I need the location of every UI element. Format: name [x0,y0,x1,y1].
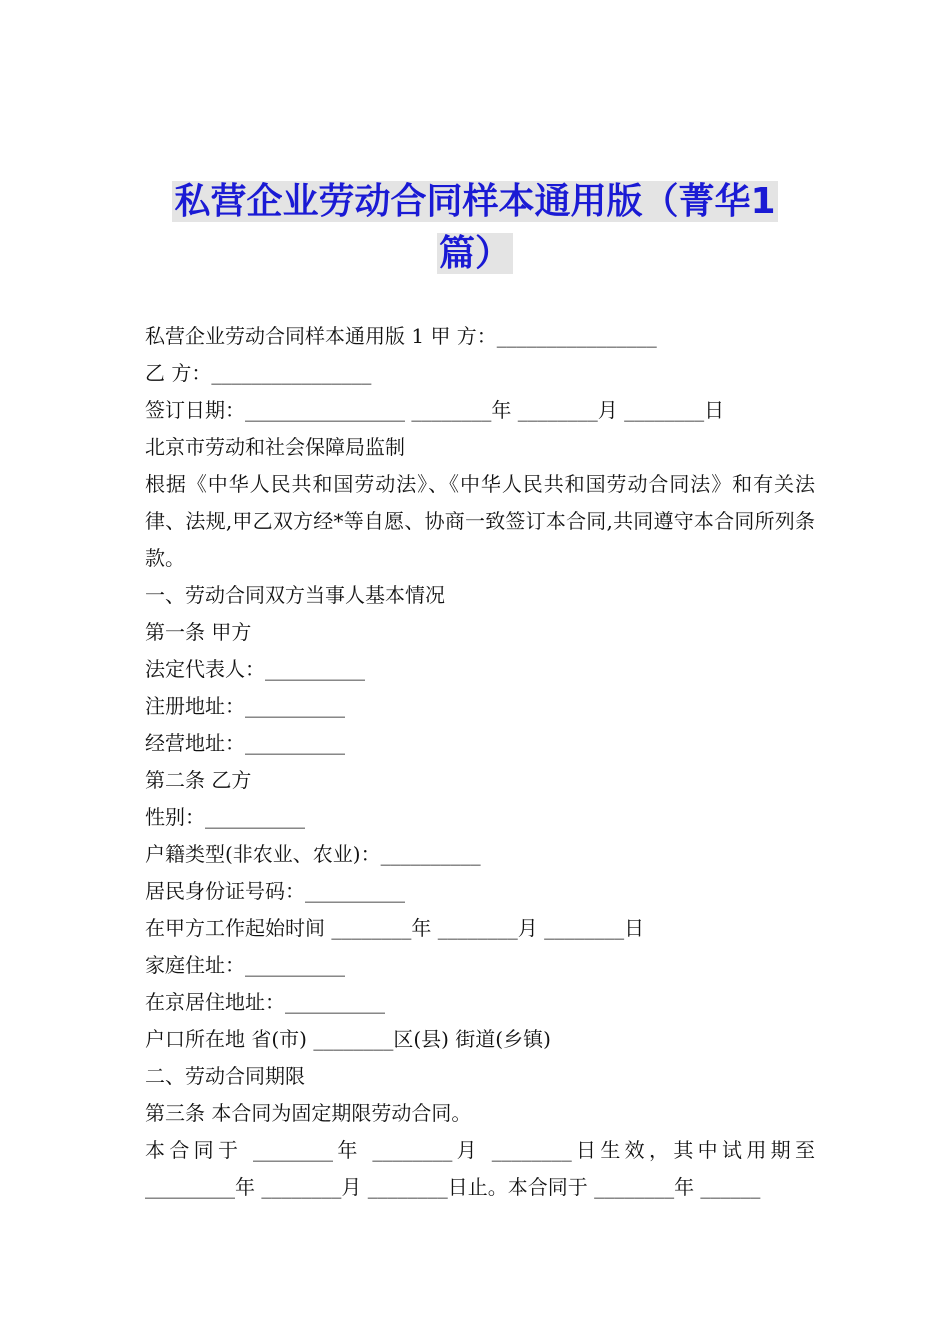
signing-date-line: 签订日期：________________ ________年 ________月 ________日 [145,398,725,422]
registered-address-field: 注册地址：__________ [145,694,345,718]
article-3-heading: 第三条 本合同为固定期限劳动合同。 [145,1101,472,1125]
supervisor-line: 北京市劳动和社会保障局监制 [145,435,405,459]
article-2-heading: 第二条 乙方 [145,768,252,792]
document-body [145,318,815,1206]
legal-rep-field: 法定代表人：__________ [145,657,365,681]
beijing-address-field: 在京居住地址：__________ [145,990,385,1014]
household-type-field: 户籍类型(非农业、农业)：__________ [145,842,481,866]
title-line-2: 篇） [438,233,511,274]
party-a-line: 私营企业劳动合同样本通用版 1 甲 方：________________ [145,324,657,348]
document-title [150,176,800,280]
preamble-paragraph: 根据《中华人民共和国劳动法》、《中华人民共和国劳动合同法》和有关法律、法规,甲乙双方经*等自愿、协商一致签订本合同,共同遵守本合同所列条款。 [145,472,815,570]
business-address-field: 经营地址：__________ [145,731,345,755]
id-number-field: 居民身份证号码：__________ [145,879,405,903]
hukou-location-field: 户口所在地 省(市) ________区(县) 街道(乡镇) [145,1027,551,1051]
title-line-1: 私营企业劳动合同样本通用版（菁华1 [174,181,776,222]
section-heading-1: 一、劳动合同双方当事人基本情况 [145,583,445,607]
article-1-heading: 第一条 甲方 [145,620,252,644]
home-address-field: 家庭住址：__________ [145,953,345,977]
party-b-line: 乙 方：________________ [145,361,372,385]
gender-field: 性别：__________ [145,805,305,829]
contract-term-paragraph: 本合同于 ________年 ________月 ________日生效，其中试用期至 _________年 ________月 ________日止。本合同于 ________年 ______ [145,1138,815,1199]
section-heading-2: 二、劳动合同期限 [145,1064,305,1088]
start-date-field: 在甲方工作起始时间 ________年 ________月 ________日 [145,916,645,940]
